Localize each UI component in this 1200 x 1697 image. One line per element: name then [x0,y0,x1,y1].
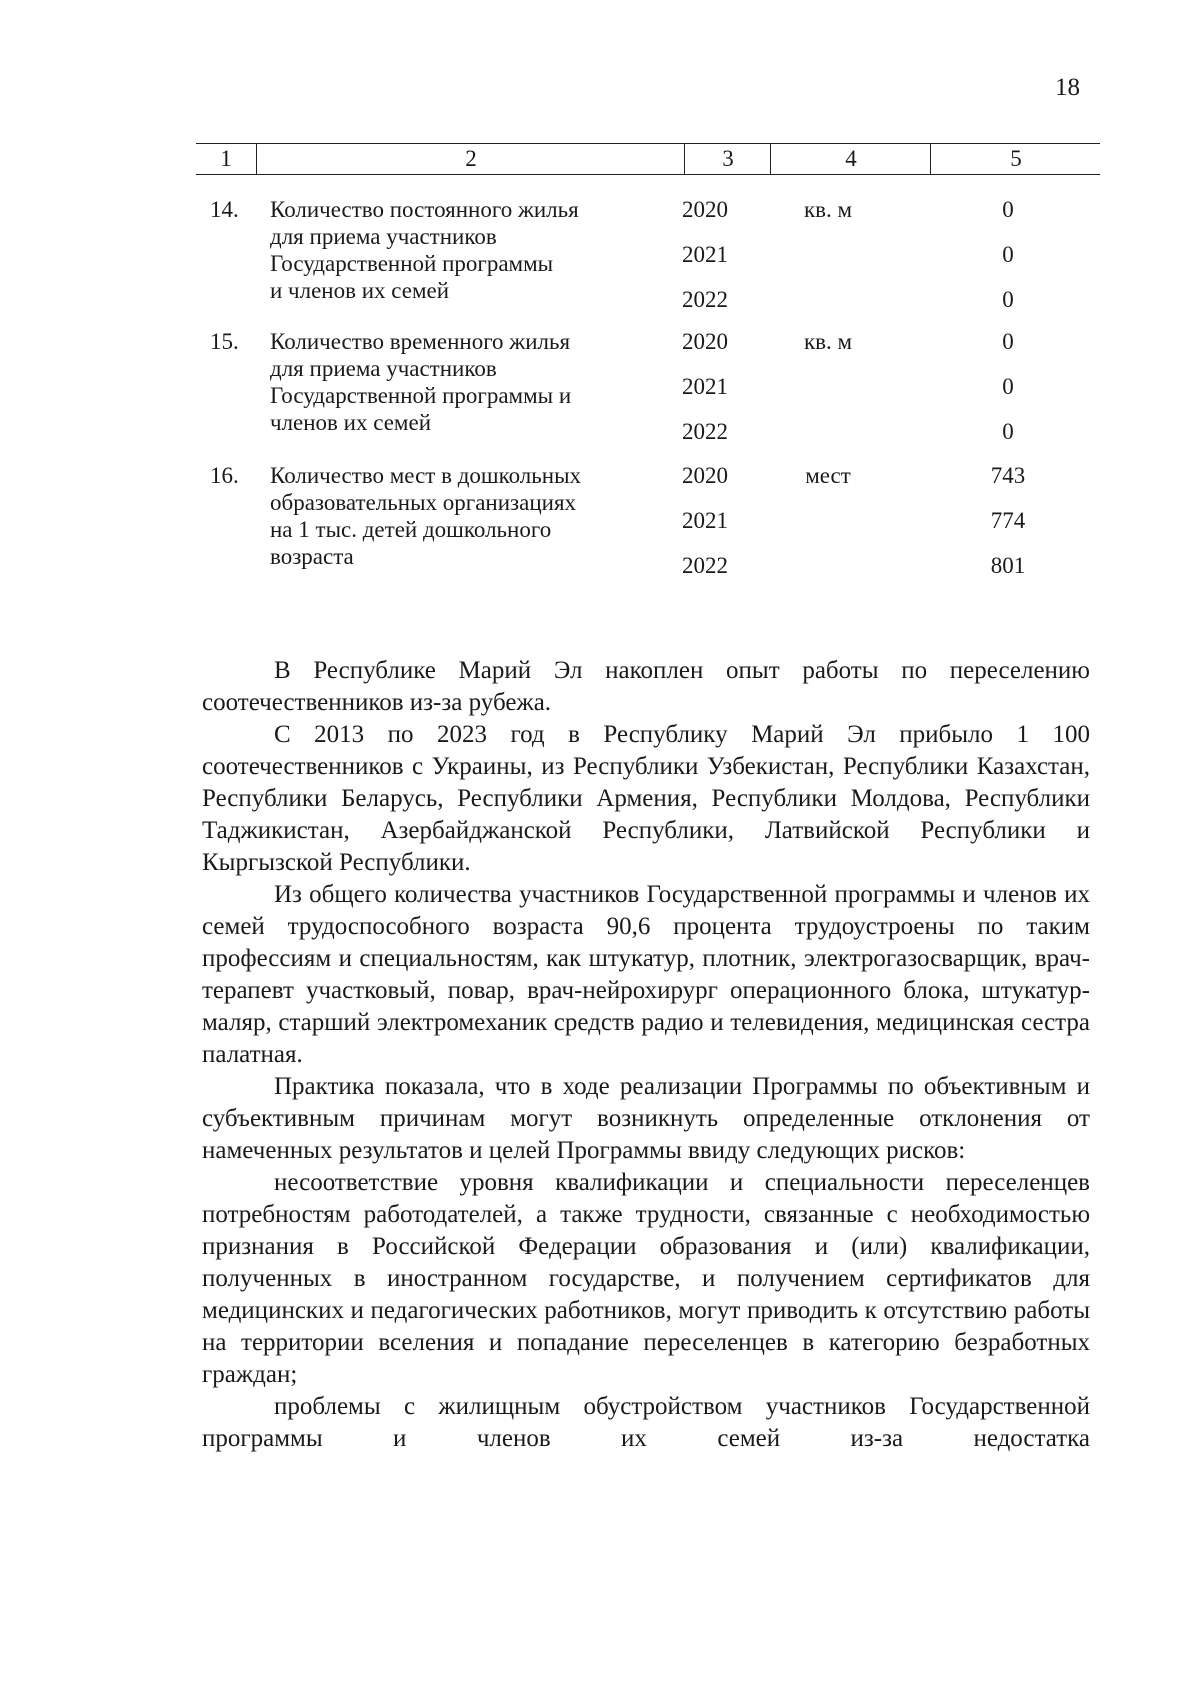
value-cell: 0 [1002,242,1014,267]
column-header-4: 4 [845,146,857,171]
body-text [202,655,1090,1455]
description-line: для приема участников [270,356,497,381]
row-number: 16. [210,463,239,488]
column-header-5: 5 [1010,146,1022,171]
unit-cell: кв. м [803,197,853,222]
row-number: 14. [210,197,239,222]
column-divider [930,144,931,174]
description-line: для приема участников [270,224,497,249]
value-cell: 0 [1002,287,1014,312]
value-cell: 743 [990,463,1026,488]
year-cell: 2021 [682,374,728,399]
column-header-2: 2 [465,146,477,171]
description-line: Государственной программы и [270,383,572,408]
column-header-1: 1 [220,146,232,171]
column-divider [256,144,257,174]
description-line: Государственной программы [270,251,554,276]
unit-cell: мест [805,463,851,488]
year-cell: 2020 [682,463,728,488]
paragraph: несоответствие уровня квалификации и специальности переселенцев потребностям работодателей, а также трудности, связанные с необходимостью признания в Российской Федерации образования и (или) квалификации, полученных в иностранном государстве, и получением сертификатов для медицинских и педагогических работников, могут приводить к отсутствию работы на территории вселения и попадание переселенцев в категорию безработных граждан; [202,1169,1090,1388]
value-cell: 0 [1002,197,1014,222]
paragraph: проблемы с жилищным обустройством участников Государственной программы и членов их семей из-за недостатка [202,1393,1090,1452]
description-line: членов их семей [270,410,431,435]
description-line: Количество временного жилья [270,329,571,354]
row-description [270,196,630,304]
value-cell: 0 [1002,419,1014,444]
column-header-3: 3 [722,146,734,171]
description-line: Количество мест в дошкольных [270,463,582,488]
year-cell: 2021 [682,242,728,267]
page-number: 18 [1055,74,1080,101]
paragraph: В Республике Марий Эл накоплен опыт работы по переселению соотечественников из-за рубежа. [202,657,1090,716]
description-line: образовательных организациях [270,490,577,515]
year-cell: 2022 [682,287,728,312]
paragraph: Из общего количества участников Государственной программы и членов их семей трудоспособного возраста 90,6 процента трудоустроены по таким профессиям и специальностям, как штукатур, плотник, электрогазосварщик, врач-терапевт участковый, повар, врач-нейрохирург операционного блока, штукатур-маляр, старший электромеханик средств радио и телевидения, медицинская сестра палатная. [202,881,1090,1068]
paragraph: Практика показала, что в ходе реализации Программы по объективным и субъективным причинам могут возникнуть определенные отклонения от намеченных результатов и целей Программы ввиду следующих рисков: [202,1073,1090,1164]
description-line: и членов их семей [270,278,450,303]
value-cell: 774 [990,508,1026,533]
table-header [196,143,1100,175]
column-divider [684,144,685,174]
value-cell: 0 [1002,374,1014,399]
year-cell: 2021 [682,508,728,533]
year-cell: 2020 [682,197,728,222]
row-description [270,462,630,570]
value-cell: 801 [990,553,1026,578]
description-line: возраста [270,544,354,569]
row-description [270,328,630,436]
year-cell: 2020 [682,329,728,354]
year-cell: 2022 [682,419,728,444]
unit-cell: кв. м [803,329,853,354]
paragraph: С 2013 по 2023 год в Республику Марий Эл прибыло 1 100 соотечественников с Украины, из Республики Узбекистан, Республики Казахстан, Республики Беларусь, Республики Армения, Республики Молдова, Республики Таджикистан, Азербайджанской Республики, Латвийской Республики и Кыргызской Республики. [202,721,1090,876]
column-divider [770,144,771,174]
value-cell: 0 [1002,329,1014,354]
year-cell: 2022 [682,553,728,578]
row-number: 15. [210,329,239,354]
description-line: на 1 тыс. детей дошкольного [270,517,552,542]
description-line: Количество постоянного жилья [270,197,579,222]
